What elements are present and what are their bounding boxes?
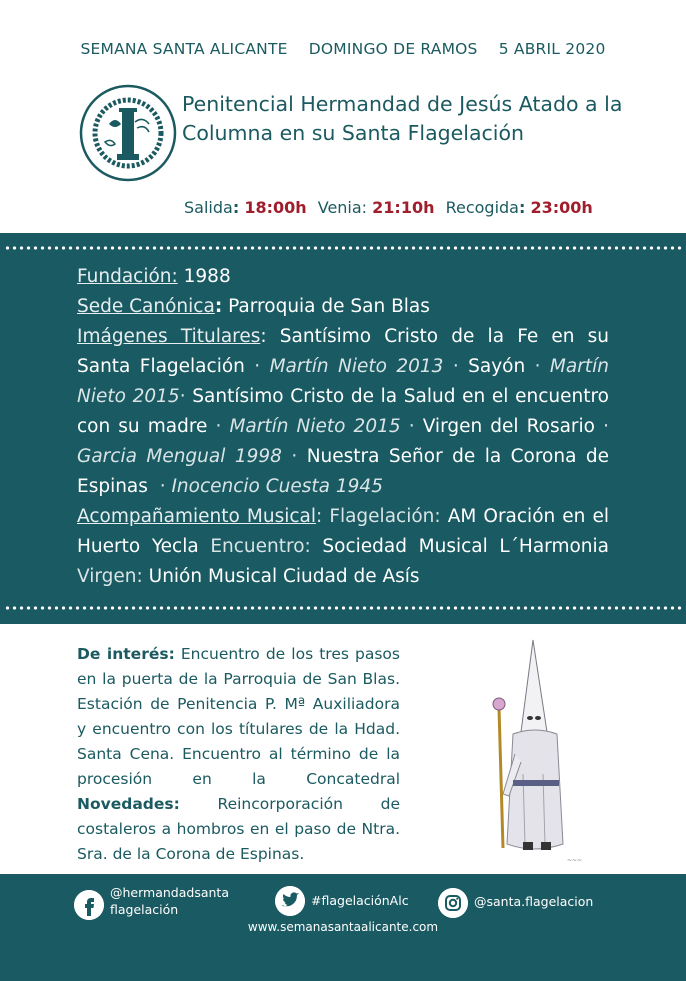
image-4-author: Garcia Mengual 1998 xyxy=(77,446,282,467)
image-1: Santísimo Cristo de la Fe en su Santa Flagelación xyxy=(77,326,609,377)
music-1: AM Oración en el Huerto Yecla xyxy=(77,506,609,557)
interest-text: Encuentro de los tres pasos en la puerta de la Parroquia de San Blas. Estación de Penitencia P. Mª Auxiliadora y encuentro con los títulares de la Hdad. Santa Cena. Encuentro al término de la procesión en la Concatedral xyxy=(77,645,400,788)
facebook-icon[interactable] xyxy=(74,890,104,920)
music-3-label: Virgen: xyxy=(77,566,143,587)
novedades-label: Novedades: xyxy=(77,795,180,813)
dotted-divider-bottom xyxy=(4,606,682,610)
svg-text:~~~: ~~~ xyxy=(567,857,583,864)
recogida-label: Recogida xyxy=(445,198,519,217)
header-date: 5 ABRIL 2020 xyxy=(498,40,606,58)
brotherhood-info: Fundación: 1988 Sede Canónica: Parroquia de San Blas Imágenes Titulares: Santísimo Cristo de la Fe en su Santa Flagelación · Martín Nieto 2013 · Sayón · Martín Nieto 2015· Santísimo Cristo de la Salud en el encuentro con su madre · Martín Nieto 2015 · Virgen del Rosario · Garcia Mengual 1998 · Nuestra Señor de la Corona de Espinas · Inocencio Cuesta 1945 Acompañamiento Musical: Flagelación: AM Oración en el Huerto Yecla Encuentro: Sociedad Musical L´Harmonia Virgen: Unión Musical Ciudad de Asís xyxy=(77,266,610,587)
music-2-label: Encuentro: xyxy=(210,536,311,557)
venia-time: 21:10h xyxy=(372,198,435,217)
header-day: DOMINGO DE RAMOS xyxy=(308,40,478,58)
instagram-handle[interactable]: @santa.flagelacion xyxy=(474,894,594,909)
salida-time: 18:00h xyxy=(244,198,307,217)
image-5: Nuestra Señor de la Corona de Espinas xyxy=(77,446,609,497)
twitter-icon[interactable] xyxy=(275,886,305,916)
page-header xyxy=(0,40,686,58)
fundacion-label: Fundación: xyxy=(77,266,178,287)
brotherhood-emblem xyxy=(79,84,177,182)
schedule-times: Salida: 18:00h Venia: 21:10h Recogida: 23:00h xyxy=(184,198,593,217)
facebook-handle-line2: flagelación xyxy=(110,902,179,917)
image-3: Santísimo Cristo de la Salud en el encuentro con su madre xyxy=(77,386,610,437)
sede-label: Sede Canónica xyxy=(77,296,215,317)
facebook-handle-line1: @hermandadsanta xyxy=(110,885,229,900)
image-3-author: Martín Nieto 2015 xyxy=(229,416,401,437)
salida-label: Salida xyxy=(184,198,233,217)
fundacion-value: 1988 xyxy=(183,266,231,287)
facebook-handle[interactable] xyxy=(110,884,229,918)
image-2: Sayón xyxy=(468,356,526,377)
brotherhood-title: Penitencial Hermandad de Jesús Atado a la Columna en su Santa Flagelación xyxy=(182,92,623,145)
imagenes-label: Imágenes Titulares xyxy=(77,326,261,347)
venia-label: Venia: xyxy=(317,198,368,217)
instagram-icon[interactable] xyxy=(438,888,468,918)
music-3: Unión Musical Ciudad de Asís xyxy=(148,566,420,587)
twitter-hashtag[interactable]: #flagelaciónAlc xyxy=(311,893,409,908)
sede-value: Parroquia de San Blas xyxy=(228,296,430,317)
music-1-label: Flagelación: xyxy=(329,506,441,527)
novedades-text: Reincorporación de costaleros a hombros en el paso de Ntra. Sra. de la Corona de Espinas. xyxy=(77,795,400,863)
image-1-author: Martín Nieto 2013 xyxy=(269,356,444,377)
music-2: Sociedad Musical L´Harmonia xyxy=(322,536,609,557)
image-4: Virgen del Rosario xyxy=(422,416,595,437)
website-link[interactable]: www.semanasantaalicante.com xyxy=(247,920,439,934)
musica-label: Acompañamiento Musical xyxy=(77,506,316,527)
dotted-divider-top xyxy=(4,246,682,250)
interest-label: De interés: xyxy=(77,645,175,663)
interest-section xyxy=(77,642,400,867)
recogida-time: 23:00h xyxy=(530,198,593,217)
image-2-author: Martín Nieto 2015 xyxy=(77,356,609,407)
image-5-author: Inocencio Cuesta 1945 xyxy=(171,476,383,497)
header-event: SEMANA SANTA ALICANTE xyxy=(80,40,288,58)
nazareno-illustration xyxy=(463,634,609,874)
